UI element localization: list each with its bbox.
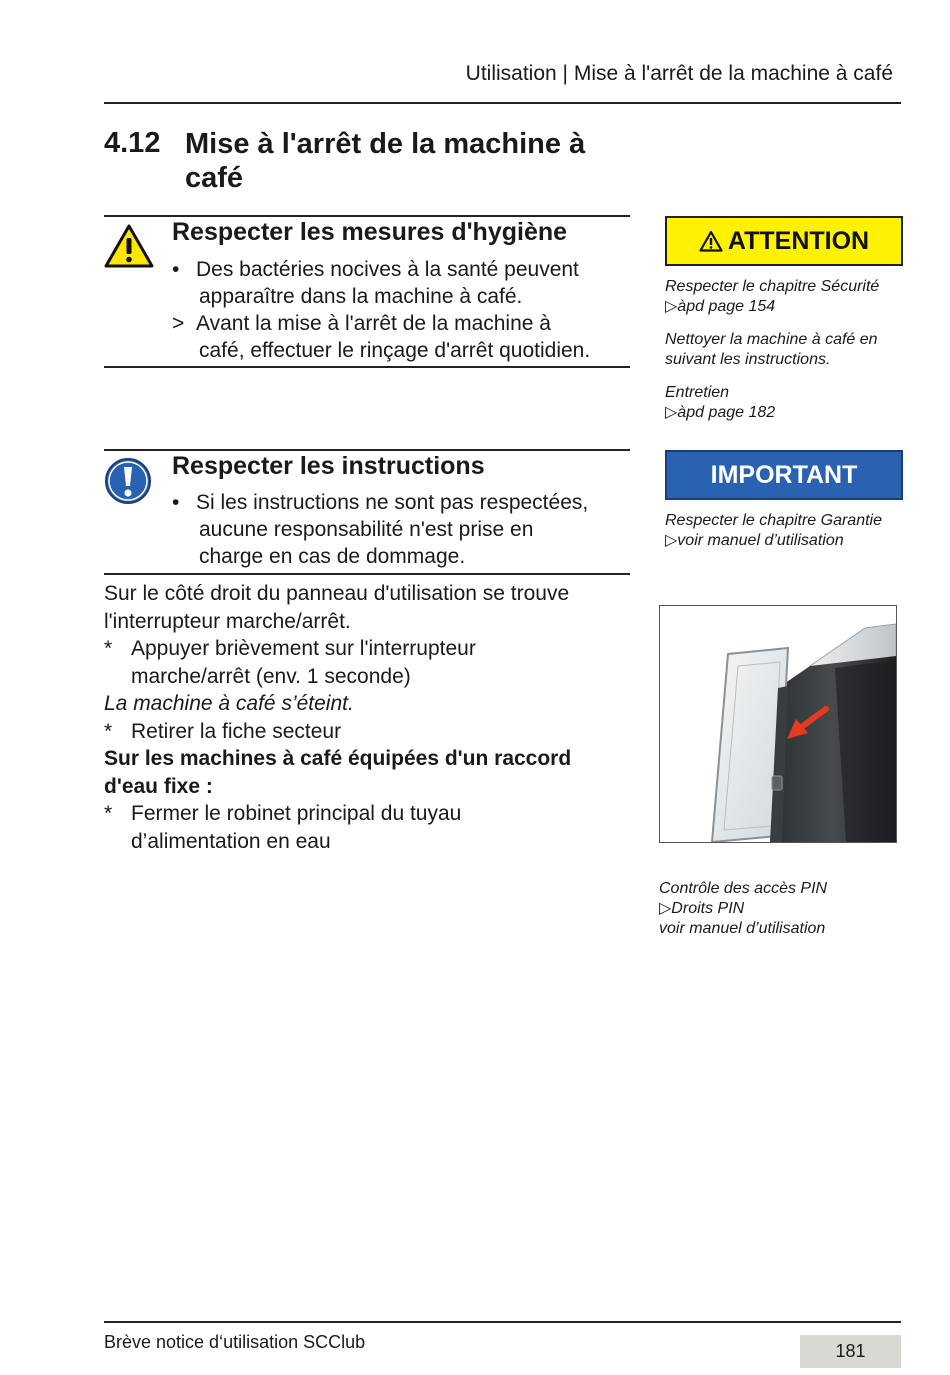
instructions-item-cont: charge en cas de dommage. (199, 545, 466, 568)
important-banner (665, 450, 903, 500)
page-number: 181 (800, 1335, 901, 1368)
footer-title: Brève notice d‘utilisation SCClub (104, 1332, 366, 1352)
exclamation-circle-icon (104, 457, 152, 510)
hygiene-item-cont: apparaître dans la machine à café. (199, 285, 523, 308)
note-link[interactable]: ▷Droits PIN (659, 900, 745, 917)
bold-subheading: Sur les machines à café équipées d'un raccord (104, 747, 572, 770)
attention-label: ATTENTION (727, 226, 870, 255)
header-divider (104, 102, 901, 104)
note-line: Respecter le chapitre Garantie (665, 512, 882, 529)
attention-notes (665, 277, 905, 423)
instructions-box-list (172, 489, 632, 570)
note-line: Entretien (665, 384, 730, 401)
hygiene-box-bottom-rule (104, 366, 630, 368)
running-header: Utilisation | Mise à l'arrêt de la machine à café (465, 62, 893, 85)
footer-divider (104, 1321, 901, 1323)
pin-notes (659, 879, 899, 939)
step-1-cont: marche/arrêt (env. 1 seconde) (131, 664, 411, 688)
note-line: Contrôle des accès PIN (659, 880, 828, 897)
warning-triangle-icon (104, 224, 154, 273)
instructions-item: • Si les instructions ne sont pas respectées, (172, 491, 589, 514)
machine-switch-photo (659, 605, 897, 843)
instructions-box-bottom-rule (104, 573, 630, 575)
step-3-cont: d’alimentation en eau (131, 829, 331, 853)
note-line: Respecter le chapitre Sécurité (665, 278, 880, 295)
hygiene-box-top-rule (104, 215, 630, 217)
body-text (104, 580, 634, 855)
step-result: La machine à café s’éteint. (104, 692, 354, 715)
section-number: 4.12 (104, 127, 161, 159)
step-2: * Retirer la fiche secteur (104, 719, 342, 743)
note-line: suivant les instructions. (665, 351, 831, 368)
step-1: * Appuyer brièvement sur l'interrupteur (104, 637, 476, 660)
note-link[interactable]: ▷voir manuel d’utilisation (665, 532, 844, 549)
note-line: voir manuel d’utilisation (659, 920, 826, 937)
note-link[interactable]: ▷àpd page 182 (665, 404, 776, 421)
hygiene-item-cont: café, effectuer le rinçage d'arrêt quotidien. (199, 339, 591, 362)
intro-line: Sur le côté droit du panneau d'utilisation se trouve (104, 582, 570, 605)
important-notes (665, 511, 905, 551)
note-line: Nettoyer la machine à café en (665, 331, 878, 348)
intro-line: l'interrupteur marche/arrêt. (104, 609, 351, 633)
bold-subheading: d'eau fixe : (104, 774, 213, 798)
instructions-box-title: Respecter les instructions (172, 452, 485, 480)
hygiene-box-title: Respecter les mesures d'hygiène (172, 218, 568, 246)
instructions-item-cont: aucune responsabilité n'est prise en (199, 518, 534, 541)
warning-triangle-icon (699, 230, 723, 252)
attention-banner (665, 216, 903, 266)
section-title: Mise à l'arrêt de la machine à café (185, 128, 586, 194)
hygiene-item: • Des bactéries nocives à la santé peuvent (172, 258, 579, 281)
hygiene-item: > Avant la mise à l'arrêt de la machine à (172, 312, 551, 335)
note-link[interactable]: ▷àpd page 154 (665, 298, 776, 315)
hygiene-box-list (172, 256, 632, 364)
instructions-box-top-rule (104, 449, 630, 451)
step-3: * Fermer le robinet principal du tuyau (104, 802, 462, 825)
important-label: IMPORTANT (710, 460, 858, 489)
